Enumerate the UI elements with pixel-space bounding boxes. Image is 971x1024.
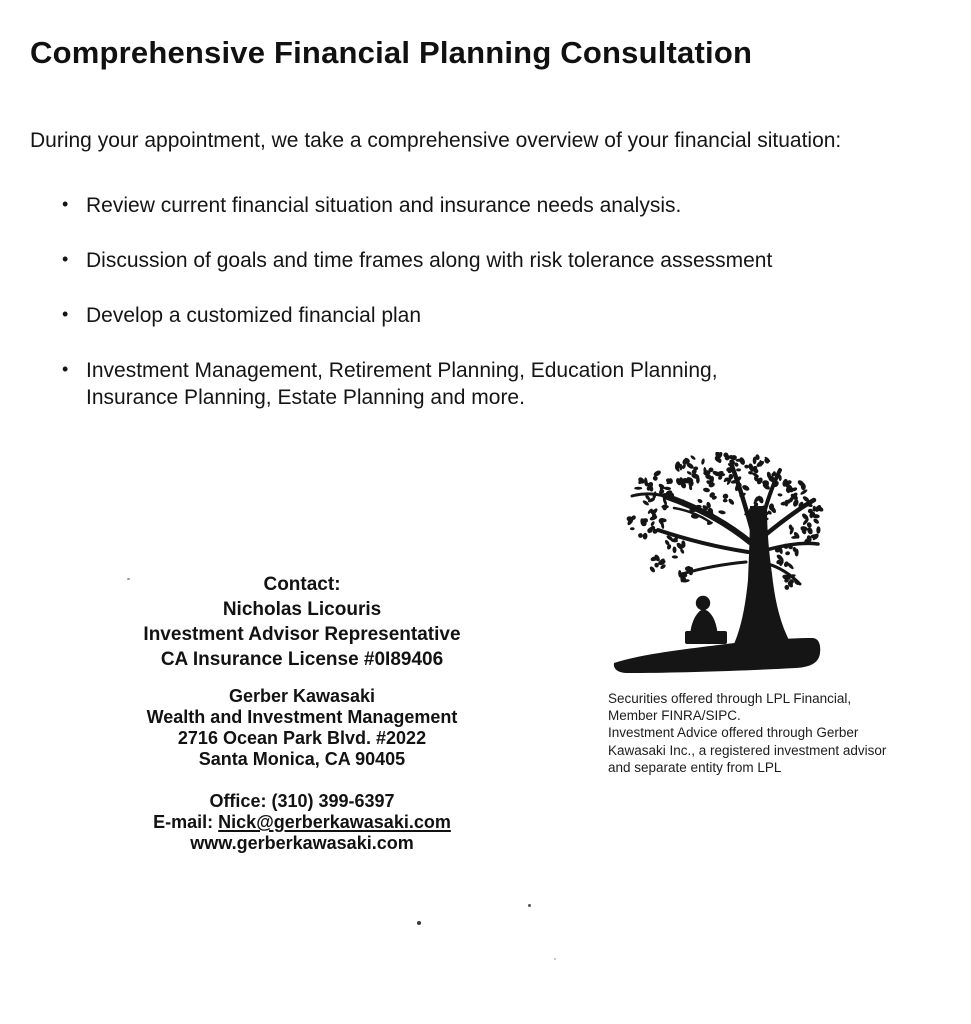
company-tagline: Wealth and Investment Management — [146, 707, 458, 727]
bullet-icon: • — [62, 359, 69, 379]
scan-speck — [554, 958, 556, 960]
bullet-text: Develop a customized financial plan — [86, 304, 422, 327]
office-phone: (310) 399-6397 — [271, 791, 395, 811]
tree-icon — [610, 452, 824, 674]
scan-speck — [528, 904, 531, 907]
bullet-text: Investment Management, Retirement Planning, Education Planning, Insurance Planning, Estate Planning and more. — [86, 359, 718, 409]
disclaimer-advice: Investment Advice offered through Gerber Kawasaki Inc., a registered investment advisor and separate entity from LPL — [608, 725, 887, 775]
phone-block — [103, 791, 501, 854]
address-line2: Santa Monica, CA 90405 — [198, 749, 406, 769]
scan-speck — [127, 578, 130, 580]
email-label: E-mail: — [153, 812, 214, 832]
firm-block — [103, 686, 501, 770]
insurance-license: CA Insurance License #0I89406 — [160, 649, 444, 670]
bullet-icon: • — [62, 194, 69, 214]
email-line — [103, 812, 501, 833]
bullet-list — [62, 192, 802, 439]
intro-paragraph: During your appointment, we take a comprehensive overview of your financial situation: — [30, 129, 842, 152]
office-phone-line — [103, 791, 501, 812]
scan-speck — [417, 921, 421, 925]
list-item — [62, 302, 802, 329]
bullet-text: Review current financial situation and insurance needs analysis. — [86, 194, 682, 217]
tree-person-illustration — [610, 452, 824, 674]
contact-column — [103, 572, 501, 854]
page-title: Comprehensive Financial Planning Consultation — [30, 34, 753, 70]
bullet-icon: • — [62, 304, 69, 324]
list-item — [62, 247, 802, 274]
bullet-icon: • — [62, 249, 69, 269]
office-label: Office: — [209, 791, 267, 811]
company-name: Gerber Kawasaki — [228, 686, 376, 706]
address-line1: 2716 Ocean Park Blvd. #2022 — [177, 728, 427, 748]
advisor-name: Nicholas Licouris — [222, 599, 382, 620]
contact-block — [103, 572, 501, 672]
disclaimer-securities: Securities offered through LPL Financial, Member FINRA/SIPC. — [608, 691, 852, 724]
disclaimer-column — [608, 690, 898, 776]
email-link: Nick@gerberkawasaki.com — [218, 812, 451, 832]
advisor-role: Investment Advisor Representative — [143, 624, 461, 645]
list-item — [62, 357, 802, 411]
bullet-text: Discussion of goals and time frames along with risk tolerance assessment — [86, 249, 773, 272]
sitting-person — [685, 596, 727, 644]
website-line: www.gerberkawasaki.com — [190, 833, 414, 853]
contact-heading: Contact: — [263, 574, 341, 595]
list-item — [62, 192, 802, 219]
